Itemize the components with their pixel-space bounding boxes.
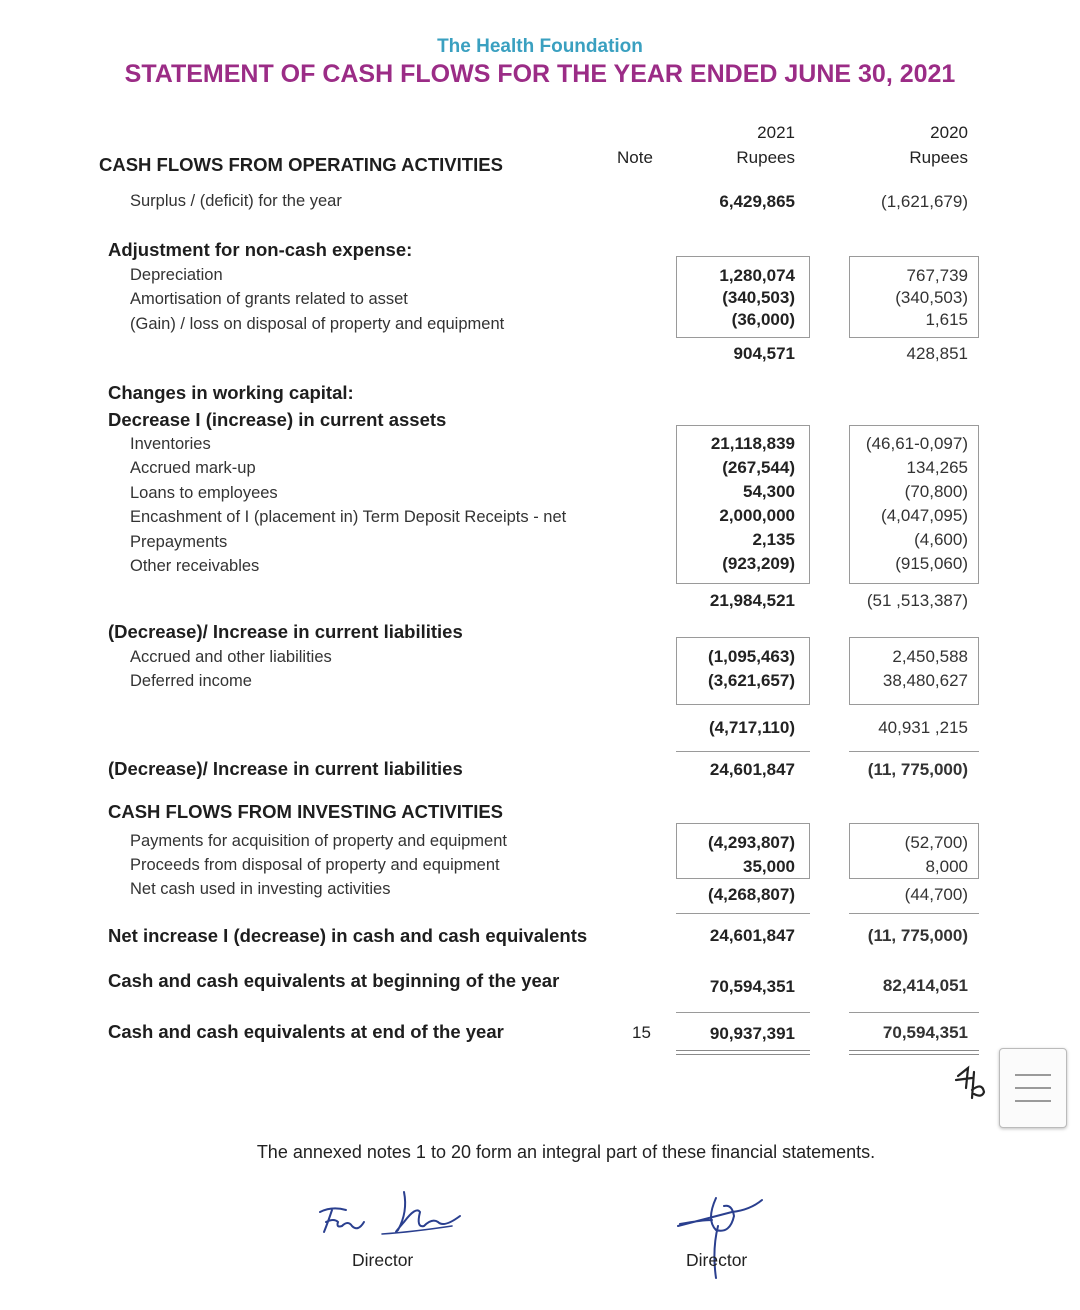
liability-2020: 2,450,588 <box>892 647 968 666</box>
total-rule <box>676 1012 810 1013</box>
investing-heading: CASH FLOWS FROM INVESTING ACTIVITIES <box>108 801 504 822</box>
liability-2021: (1,095,463) <box>708 647 795 666</box>
adjustment-label: Amortisation of grants related to asset <box>130 290 408 308</box>
asset-2020: (70,800) <box>904 482 968 501</box>
operating-net-label: (Decrease)/ Increase in current liabilities <box>108 758 463 779</box>
adjustments-total-2020: 428,851 <box>906 344 968 363</box>
current-assets-heading: Decrease I (increase) in current assets <box>108 409 447 430</box>
total-rule <box>676 751 810 752</box>
adjustments-heading: Adjustment for non-cash expense: <box>108 239 413 260</box>
ending-cash-2021: 90,937,391 <box>709 1024 795 1043</box>
unit-2020-header: Rupees <box>909 148 968 167</box>
director-label-2: Director <box>686 1250 748 1270</box>
net-increase-2020: (11, 775,000) <box>867 926 968 945</box>
asset-2021: (923,209) <box>722 554 795 573</box>
asset-2020: 134,265 <box>906 458 968 477</box>
adjustment-2020: 1,615 <box>925 310 968 329</box>
investing-net-label: Net cash used in investing activities <box>130 880 391 898</box>
menu-line <box>1015 1074 1051 1076</box>
asset-2020: (46,61-0,097) <box>865 434 968 453</box>
note-header: Note <box>617 148 653 167</box>
total-rule <box>849 1012 979 1013</box>
director-signature-1 <box>312 1182 472 1244</box>
liability-label: Accrued and other liabilities <box>130 648 332 666</box>
annexed-notes-text: The annexed notes 1 to 20 form an integral part of these financial statements. <box>256 1142 876 1162</box>
assets-total-2020: (51 ,513,387) <box>866 591 968 610</box>
operating-net-2021: 24,601,847 <box>709 760 795 779</box>
asset-2020: (915,060) <box>895 554 968 573</box>
adjustments-total-2021: 904,571 <box>733 344 795 363</box>
year-2021-header: 2021 <box>757 123 795 142</box>
surplus-2020: (1,621,679) <box>881 192 968 211</box>
liability-2021: (3,621,657) <box>708 671 795 690</box>
surplus-label: Surplus / (deficit) for the year <box>130 192 342 210</box>
director-label-1: Director <box>352 1250 414 1270</box>
investing-2021: (4,293,807) <box>708 833 795 852</box>
ending-cash-label: Cash and cash equivalents at end of the year <box>108 1021 504 1042</box>
operating-net-2020: (11, 775,000) <box>867 760 968 779</box>
asset-label: Accrued mark-up <box>130 459 256 477</box>
investing-label: Proceeds from disposal of property and equipment <box>130 856 500 874</box>
investing-label: Payments for acquisition of property and equipment <box>130 832 507 850</box>
asset-2020: (4,047,095) <box>881 506 968 525</box>
unit-2021-header: Rupees <box>736 148 795 167</box>
year-2020-header: 2020 <box>930 123 968 142</box>
asset-2021: 2,135 <box>752 530 795 549</box>
total-rule <box>676 913 810 914</box>
organization-name: The Health Foundation <box>437 36 643 57</box>
asset-2021: 54,300 <box>743 482 795 501</box>
investing-2020: (52,700) <box>904 833 968 852</box>
adjustment-2021: (340,503) <box>722 288 795 307</box>
initials-mark <box>952 1064 992 1104</box>
ending-cash-2020: 70,594,351 <box>882 1023 968 1042</box>
liabilities-total-2021: (4,717,110) <box>708 718 795 737</box>
total-rule <box>849 913 979 914</box>
asset-label: Other receivables <box>130 557 260 575</box>
menu-line <box>1015 1087 1051 1089</box>
total-rule <box>849 751 979 752</box>
adjustment-2020: (340,503) <box>895 288 968 307</box>
working-capital-heading: Changes in working capital: <box>108 382 354 403</box>
menu-button[interactable] <box>999 1048 1067 1128</box>
asset-2021: 2,000,000 <box>719 506 795 525</box>
beginning-cash-2020: 82,414,051 <box>882 976 968 995</box>
asset-2020: (4,600) <box>914 530 968 549</box>
ending-cash-note: 15 <box>632 1023 651 1042</box>
asset-label: Prepayments <box>130 533 228 551</box>
adjustment-2020: 767,739 <box>906 266 968 285</box>
net-increase-label: Net increase I (decrease) in cash and cash equivalents <box>108 925 588 946</box>
statement-title: STATEMENT OF CASH FLOWS FOR THE YEAR ENDED JUNE 30, 2021 <box>124 60 956 88</box>
adjustment-2021: 1,280,074 <box>719 266 795 285</box>
assets-total-2021: 21,984,521 <box>709 591 795 610</box>
menu-line <box>1015 1100 1051 1102</box>
investing-net-2020: (44,700) <box>904 885 968 904</box>
investing-net-2021: (4,268,807) <box>708 885 795 904</box>
current-liabilities-heading: (Decrease)/ Increase in current liabilities <box>108 621 463 642</box>
beginning-cash-label: Cash and cash equivalents at beginning of the year <box>108 970 560 991</box>
double-rule <box>676 1050 810 1055</box>
asset-label: Encashment of I (placement in) Term Deposit Receipts - net <box>130 508 567 526</box>
asset-label: Inventories <box>130 435 211 453</box>
net-increase-2021: 24,601,847 <box>709 926 795 945</box>
adjustment-label: (Gain) / loss on disposal of property and equipment <box>130 315 505 333</box>
double-rule <box>849 1050 979 1055</box>
asset-label: Loans to employees <box>130 484 278 502</box>
liability-label: Deferred income <box>130 672 252 690</box>
adjustment-label: Depreciation <box>130 266 223 284</box>
beginning-cash-2021: 70,594,351 <box>709 977 795 996</box>
liabilities-total-2020: 40,931 ,215 <box>878 718 968 737</box>
surplus-2021: 6,429,865 <box>719 192 795 211</box>
asset-2021: (267,544) <box>722 458 795 477</box>
adjustment-2021: (36,000) <box>731 310 795 329</box>
asset-2021: 21,118,839 <box>710 434 795 453</box>
investing-2021: 35,000 <box>743 857 795 876</box>
liability-2020: 38,480,627 <box>882 671 968 690</box>
operating-heading: CASH FLOWS FROM OPERATING ACTIVITIES <box>99 154 503 175</box>
investing-2020: 8,000 <box>925 857 968 876</box>
